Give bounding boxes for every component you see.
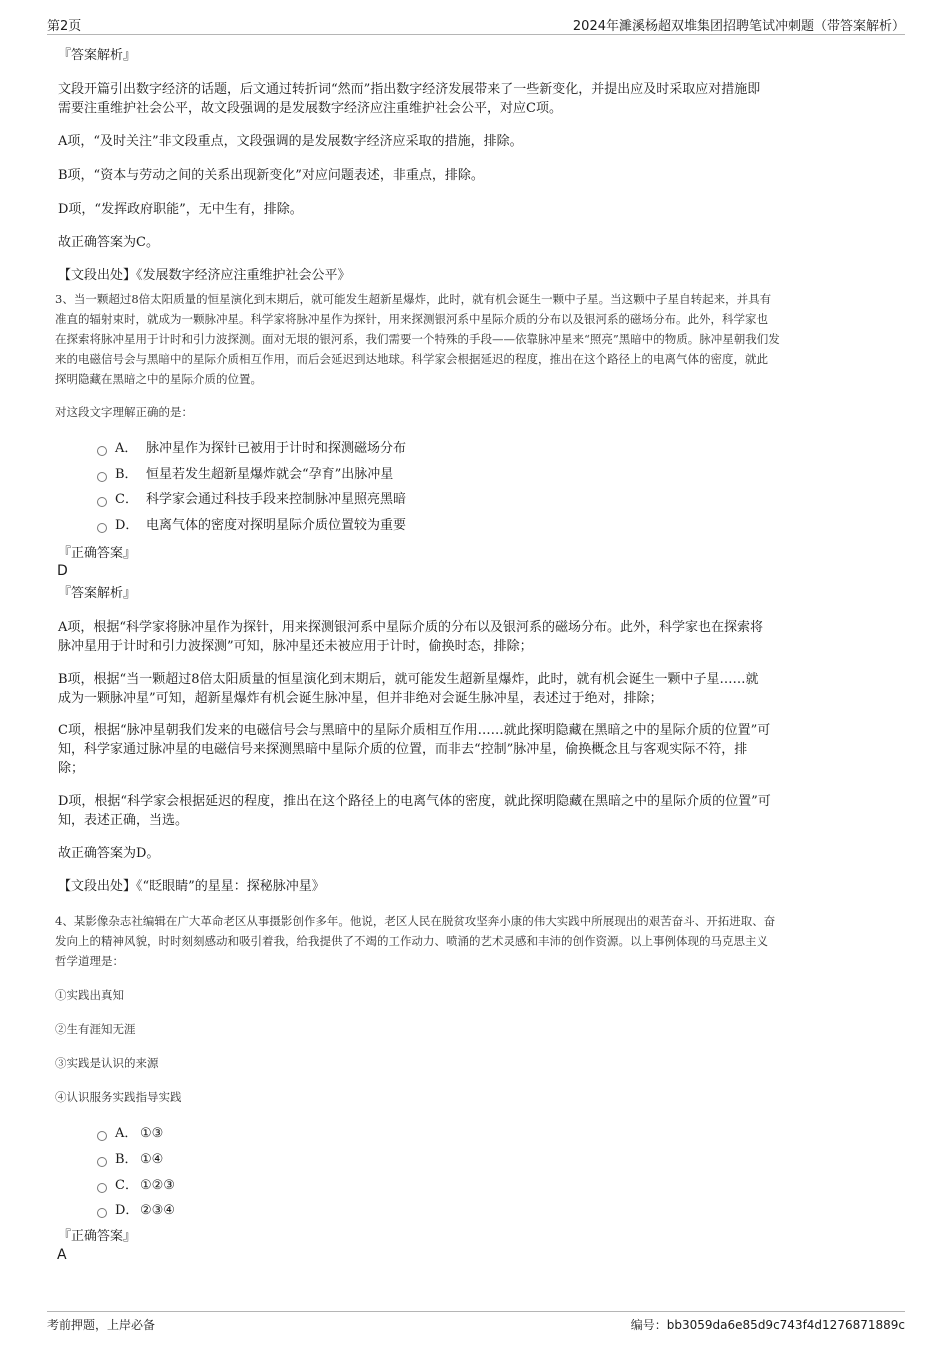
- document-title: 2024年濉溪杨超双堆集团招聘笔试冲刺题（带答案解析）: [572, 19, 905, 34]
- statement-item: ③实践是认识的来源: [55, 1056, 159, 1070]
- statement-item: ④认识服务实践指导实践: [55, 1090, 182, 1104]
- question-stem-line: 准直的辐射束时，就成为一颗脉冲星。科学家将脉冲星作为探针，用来探测银河系中星际介质的分布以及银河系的磁场分布。此外，科学家也: [55, 312, 768, 326]
- analysis-line: 除；: [58, 761, 85, 776]
- answer-label: 『正确答案』: [58, 1229, 137, 1244]
- source: 【文段出处】《发展数字经济应注重维护社会公平》: [58, 268, 351, 283]
- question-stem-line: 探明隐藏在黑暗之中的星际介质的位置。: [55, 372, 262, 386]
- question-stem-line: 4、某影像杂志社编辑在广大革命老区从事摄影创作多年。他说，老区人民在脱贫攻坚奔小康的伟大实践中所展现出的艰苦奋斗、开拓进取、奋: [55, 914, 776, 928]
- question-stem-line: 哲学道理是：: [55, 954, 124, 968]
- analysis-label: 『答案解析』: [58, 48, 137, 63]
- conclusion: 故正确答案为D。: [58, 846, 160, 861]
- conclusion: 故正确答案为C。: [58, 235, 159, 250]
- analysis-label: 『答案解析』: [58, 586, 137, 601]
- radio-icon[interactable]: [97, 472, 107, 482]
- analysis-line: 成为一颗脉冲星”可知，超新星爆炸有机会诞生脉冲星，但并非绝对会诞生脉冲星，表述过于绝对，排除；: [58, 691, 663, 706]
- radio-icon[interactable]: [97, 1183, 107, 1193]
- analysis-line: 文段开篇引出数字经济的话题，后文通过转折词“然而”指出数字经济发展带来了一些新变化，并提出应及时采取应对措施即: [58, 82, 761, 97]
- question-stem-line: 在探索将脉冲星用于计时和引力波探测。面对无垠的银河系，我们需要一个特殊的手段——依靠脉冲星来“照亮”黑暗中的物质。脉冲星朝我们发: [55, 332, 780, 346]
- page-footer: [47, 1311, 905, 1334]
- document-id: 编号：bb3059da6e85d9c743f4d1276871889c: [630, 1318, 905, 1332]
- question-stem-line: 发向上的精神风貌，时时刻刻感动和吸引着我，给我提供了不竭的工作动力、喷涌的艺术灵感和丰沛的创作资源。以上事例体现的马克思主义: [55, 934, 768, 948]
- radio-icon[interactable]: [97, 1157, 107, 1167]
- answer-value: A: [57, 1247, 67, 1263]
- statement-item: ②生有涯知无涯: [55, 1022, 136, 1036]
- analysis-line: 知，表述正确，当选。: [58, 813, 189, 828]
- statement-item: ①实践出真知: [55, 988, 124, 1002]
- analysis-line: D项，根据“科学家会根据延迟的程度，推出在这个路径上的电离气体的密度，就此探明隐藏在黑暗之中的星际介质的位置”可: [58, 794, 771, 809]
- analysis-option-a: A项，“及时关注”非文段重点，文段强调的是发展数字经济应采取的措施，排除。: [58, 134, 523, 149]
- page-header: [47, 14, 905, 35]
- question-prompt: 对这段文字理解正确的是：: [55, 405, 193, 419]
- analysis-line: C项，根据“脉冲星朝我们发来的电磁信号会与黑暗中的星际介质相互作用……就此探明隐藏在黑暗之中的星际介质的位置”可: [58, 723, 771, 738]
- footer-slogan: 考前押题，上岸必备: [47, 1318, 156, 1332]
- radio-icon[interactable]: [97, 497, 107, 507]
- analysis-line: A项，根据“科学家将脉冲星作为探针，用来探测银河系中星际介质的分布以及银河系的磁场分布。此外，科学家也在探索将: [58, 620, 764, 635]
- radio-icon[interactable]: [97, 523, 107, 533]
- radio-icon[interactable]: [97, 1208, 107, 1218]
- analysis-option-d: D项，“发挥政府职能”，无中生有，排除。: [58, 202, 303, 217]
- analysis-line: 脉冲星用于计时和引力波探测”可知，脉冲星还未被应用于计时，偷换时态，排除；: [58, 639, 533, 654]
- answer-label: 『正确答案』: [58, 546, 137, 561]
- question-stem-line: 3、当一颗超过8倍太阳质量的恒星演化到末期后，就可能发生超新星爆炸，此时，就有机会诞生一颗中子星。当这颗中子星自转起来，并具有: [55, 292, 772, 306]
- source: 【文段出处】《“眨眼睛”的星星：探秘脉冲星》: [58, 879, 325, 894]
- answer-value: D: [57, 563, 68, 579]
- radio-icon[interactable]: [97, 1131, 107, 1141]
- analysis-line: 需要注重维护社会公平，故文段强调的是发展数字经济应注重维护社会公平，对应C项。: [58, 101, 562, 116]
- analysis-option-b: B项，“资本与劳动之间的关系出现新变化”对应问题表述，非重点，排除。: [58, 168, 484, 183]
- analysis-line: 知，科学家通过脉冲星的电磁信号来探测黑暗中星际介质的位置，而非去“控制”脉冲星，偷换概念且与客观实际不符，排: [58, 742, 748, 757]
- page-number: 第2页: [47, 19, 82, 34]
- question-stem-line: 来的电磁信号会与黑暗中的星际介质相互作用，而后会延迟到达地球。科学家会根据延迟的程度，推出在这个路径上的电离气体的密度，就此: [55, 352, 768, 366]
- analysis-line: B项，根据“当一颗超过8倍太阳质量的恒星演化到末期后，就可能发生超新星爆炸，此时，就有机会诞生一颗中子星……就: [58, 672, 759, 687]
- radio-icon[interactable]: [97, 446, 107, 456]
